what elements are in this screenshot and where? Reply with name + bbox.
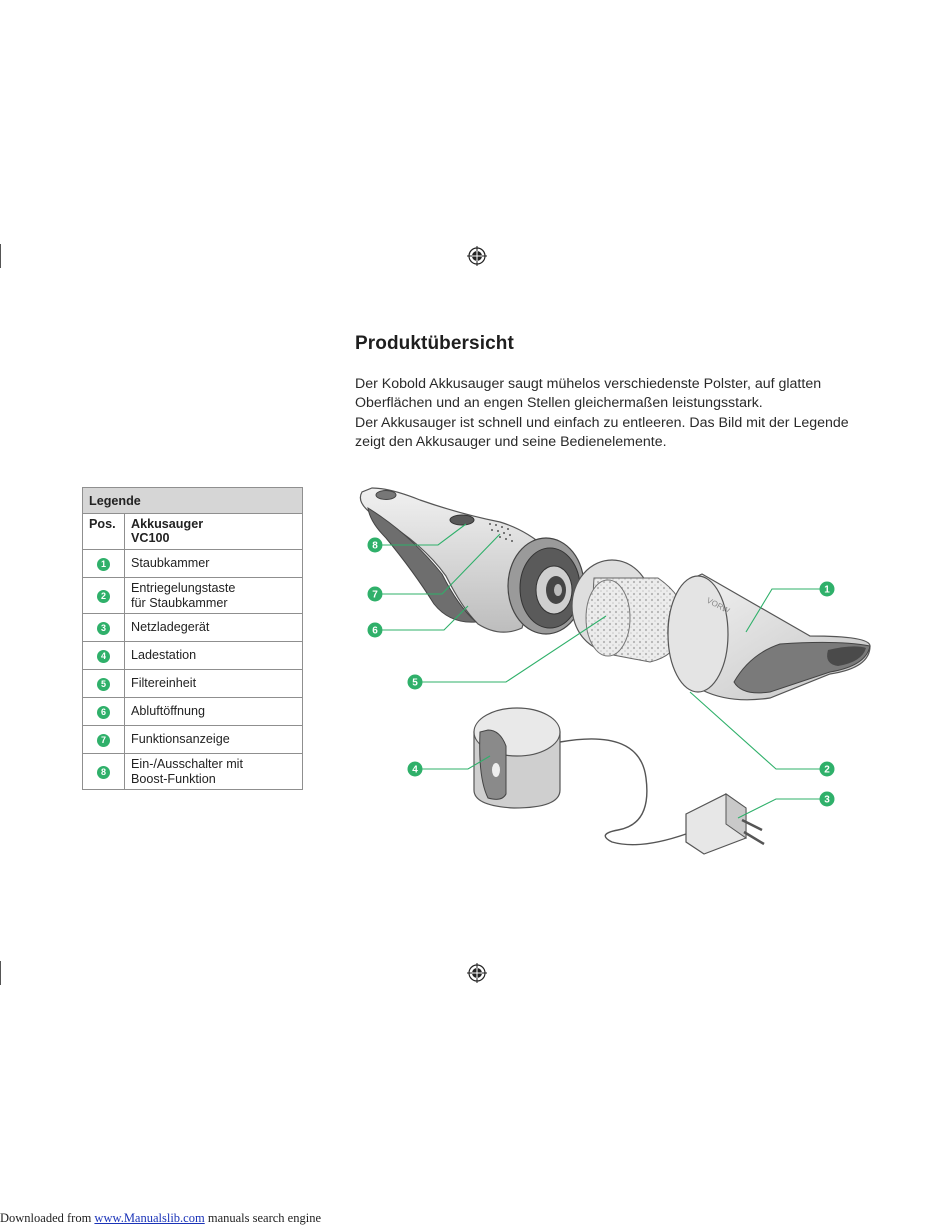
vacuum-body — [360, 488, 584, 634]
svg-text:VORW: VORW — [705, 595, 732, 616]
legend-row — [83, 754, 303, 790]
intro-paragraph — [355, 375, 875, 453]
legend-row — [83, 670, 303, 698]
dust-chamber — [668, 574, 870, 700]
legend-row — [83, 726, 303, 754]
registration-mark-icon — [467, 246, 487, 266]
legend-row — [83, 642, 303, 670]
registration-mark-icon — [467, 963, 487, 983]
legend-label: Ladestation — [131, 648, 197, 663]
legend-label: Entriegelungstaste — [131, 581, 236, 595]
footer-suffix: manuals search engine — [204, 1211, 321, 1225]
legend-row — [83, 578, 303, 614]
legend-label: für Staubkammer — [131, 595, 228, 610]
intro-line: zeigt den Akkusauger und seine Bedienelemente. — [355, 434, 667, 451]
position-badge: 2 — [97, 590, 110, 603]
legend-row — [83, 698, 303, 726]
section-title: Produktübersicht — [355, 333, 514, 354]
callout-badge — [820, 582, 835, 597]
position-badge: 4 — [97, 650, 110, 663]
svg-text:6: 6 — [372, 625, 378, 637]
legend-label: Funktionsanzeige — [131, 732, 230, 747]
legend-row — [83, 614, 303, 642]
intro-line: Der Kobold Akkusauger saugt mühelos verschiedenste Polster, auf glatten — [355, 376, 822, 392]
legend-label: Netzladegerät — [131, 620, 210, 635]
charging-cable — [560, 739, 686, 845]
filter-unit — [572, 560, 684, 662]
callout-badge — [368, 587, 383, 602]
svg-text:4: 4 — [412, 764, 418, 776]
legend-label: Staubkammer — [131, 556, 210, 571]
charger-plug — [686, 794, 764, 854]
svg-text:3: 3 — [824, 794, 830, 806]
callout-badge — [820, 762, 835, 777]
intro-line: Oberflächen und an engen Stellen gleichermaßen leistungsstark. — [355, 395, 763, 412]
intro-line: Der Akkusauger ist schnell und einfach zu entleeren. Das Bild mit der Legende — [355, 414, 849, 431]
callout-badge — [408, 675, 423, 690]
callout-badge — [408, 762, 423, 777]
legend-col-name — [125, 514, 303, 550]
legend-table — [82, 487, 303, 790]
legend-title: Legende — [83, 488, 303, 514]
position-badge: 3 — [97, 622, 110, 635]
crop-mark — [0, 961, 1, 985]
crop-mark — [0, 244, 1, 268]
legend-col-pos: Pos. — [83, 514, 125, 550]
callout-badge — [820, 792, 835, 807]
legend-label: Ein-/Ausschalter mit — [131, 757, 243, 771]
legend-row — [83, 550, 303, 578]
callout-badge — [368, 538, 383, 553]
product-illustration — [350, 478, 880, 863]
position-badge: 7 — [97, 734, 110, 747]
svg-text:7: 7 — [372, 589, 378, 601]
callout-badge — [368, 623, 383, 638]
legend-label: Abluftöffnung — [131, 704, 205, 719]
legend-label: Boost-Funktion — [131, 771, 216, 786]
svg-text:8: 8 — [372, 540, 378, 552]
legend-label: Filtereinheit — [131, 676, 197, 691]
svg-text:5: 5 — [412, 677, 418, 689]
position-badge: 8 — [97, 766, 110, 779]
svg-text:2: 2 — [824, 764, 830, 776]
legend-col-name-line: Akkusauger — [131, 517, 204, 531]
footer-prefix: Downloaded from — [0, 1211, 95, 1225]
legend-col-name-line: VC100 — [131, 531, 170, 545]
position-badge: 1 — [97, 558, 110, 571]
download-footer — [0, 1211, 321, 1226]
manualslib-link[interactable]: www.Manualslib.com — [94, 1211, 205, 1225]
position-badge: 6 — [97, 706, 110, 719]
svg-text:1: 1 — [824, 584, 830, 596]
position-badge: 5 — [97, 678, 110, 691]
